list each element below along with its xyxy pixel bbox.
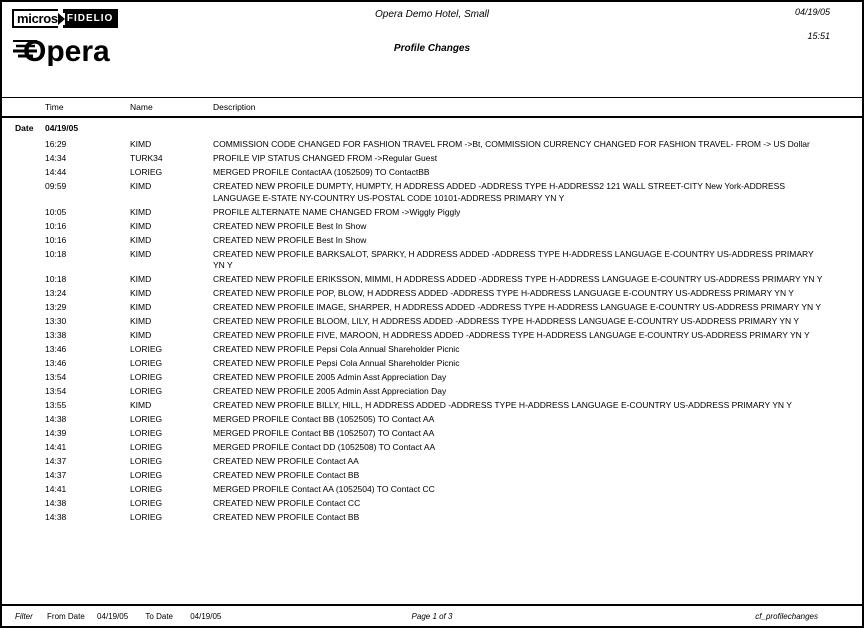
row-name: TURK34: [130, 153, 163, 163]
table-row: [2, 330, 862, 344]
row-time: 13:30: [45, 316, 67, 326]
row-spacer: [15, 302, 45, 316]
row-time: 10:16: [45, 220, 67, 231]
column-header-description: Description: [213, 102, 256, 112]
row-time: 14:44: [45, 167, 67, 177]
row-time: 14:37: [45, 456, 67, 466]
row-time: 13:46: [45, 344, 67, 354]
row-name: LORIEG: [130, 456, 163, 466]
row-description: CREATED NEW PROFILE IMAGE, SHARPER, H ADDRESS ADDED -ADDRESS TYPE H-ADDRESS LANGUAGE E-COUNTRY US-ADDRESS PRIMARY YN Y: [213, 302, 822, 312]
row-name: KIMD: [130, 234, 152, 245]
table-row: [2, 139, 862, 153]
row-time: 14:38: [45, 498, 67, 508]
row-name: LORIEG: [130, 512, 163, 522]
table-row: [2, 358, 862, 372]
row-time: 14:38: [45, 512, 67, 522]
table-row: [2, 428, 862, 442]
row-description: CREATED NEW PROFILE Pepsi Cola Annual Shareholder Picnic: [213, 344, 460, 354]
from-date-label: From Date: [47, 612, 85, 621]
row-description: CREATED NEW PROFILE DUMPTY, HUMPTY, H ADDRESS ADDED -ADDRESS TYPE H-ADDRESS2 121 WALL STREET-CITY New York-ADDRESS LANGUAGE E-STATE NY-COUNTRY US-POSTAL CODE 10101-ADDRESS PRIMARY YN Y: [213, 181, 785, 203]
row-spacer: [15, 484, 45, 498]
row-time: 13:55: [45, 400, 67, 410]
row-spacer: [15, 428, 45, 442]
row-name: KIMD: [130, 288, 152, 298]
row-spacer: [15, 288, 45, 302]
table-row: [2, 288, 862, 302]
row-time: 13:54: [45, 386, 67, 396]
date-group-row: [2, 118, 862, 139]
row-spacer: [15, 181, 45, 207]
table-body: [2, 139, 862, 526]
row-spacer: [15, 456, 45, 470]
to-date-value: 04/19/05: [190, 612, 222, 621]
table-row: [2, 456, 862, 470]
row-spacer: [15, 167, 45, 181]
table-row: [2, 249, 862, 275]
table-row: [2, 372, 862, 386]
row-description: CREATED NEW PROFILE FIVE, MAROON, H ADDRESS ADDED -ADDRESS TYPE H-ADDRESS LANGUAGE E-COUNTRY US-ADDRESS PRIMARY YN Y: [213, 330, 810, 340]
table-row: [2, 221, 862, 235]
filter-label: Filter: [15, 612, 33, 621]
row-time: 14:34: [45, 153, 67, 163]
row-description: CREATED NEW PROFILE Pepsi Cola Annual Shareholder Picnic: [213, 358, 460, 368]
row-time: 13:46: [45, 358, 67, 368]
row-spacer: [15, 400, 45, 414]
row-name: LORIEG: [130, 498, 163, 508]
row-time: 14:41: [45, 442, 67, 452]
row-time: 14:41: [45, 484, 67, 494]
datetime-block: [795, 7, 830, 41]
table-row: [2, 316, 862, 330]
row-time: 09:59: [45, 181, 67, 191]
row-description: CREATED NEW PROFILE 2005 Admin Asst Appreciation Day: [213, 386, 447, 396]
row-name: KIMD: [130, 181, 152, 191]
table-row: [2, 153, 862, 167]
row-time: 13:38: [45, 330, 67, 340]
table-row: [2, 414, 862, 428]
row-time: 14:39: [45, 428, 67, 438]
row-name: LORIEG: [130, 428, 163, 438]
report-footer: [2, 604, 862, 626]
report-date: 04/19/05: [794, 7, 830, 17]
row-spacer: [15, 358, 45, 372]
row-description: CREATED NEW PROFILE BARKSALOT, SPARKY, H ADDRESS ADDED -ADDRESS TYPE H-ADDRESS LANGUAGE E-COUNTRY US-ADDRESS PRIMARY YN Y: [213, 248, 814, 270]
from-date-value: 04/19/05: [97, 612, 129, 621]
table-row: [2, 274, 862, 288]
row-description: CREATED NEW PROFILE Best In Show: [213, 234, 367, 245]
row-description: MERGED PROFILE Contact BB (1052507) TO Contact AA: [213, 428, 435, 438]
row-description: CREATED NEW PROFILE BLOOM, LILY, H ADDRESS ADDED -ADDRESS TYPE H-ADDRESS LANGUAGE E-COUNTRY US-ADDRESS PRIMARY YN Y: [213, 316, 800, 326]
column-header-spacer: [15, 102, 45, 112]
row-description: COMMISSION CODE CHANGED FOR FASHION TRAVEL FROM ->Bt, COMMISSION CURRENCY CHANGED FOR FASHION TRAVEL- FROM -> US Dollar: [213, 139, 810, 149]
table-row: [2, 167, 862, 181]
report-code: cf_profilechanges: [755, 612, 818, 621]
row-description: CREATED NEW PROFILE ERIKSSON, MIMMI, H ADDRESS ADDED -ADDRESS TYPE H-ADDRESS LANGUAGE E-COUNTRY US-ADDRESS PRIMARY YN Y: [213, 274, 823, 284]
row-spacer: [15, 235, 45, 249]
row-spacer: [15, 139, 45, 153]
row-time: 10:18: [45, 274, 67, 284]
micros-logo-text: micros: [12, 9, 58, 28]
fidelio-logo-text: FIDELIO: [63, 9, 118, 28]
row-time: 13:29: [45, 302, 67, 312]
table-row: [2, 344, 862, 358]
row-name: KIMD: [130, 400, 152, 410]
row-time: 10:05: [45, 206, 67, 217]
table-row: [2, 386, 862, 400]
row-time: 16:29: [45, 139, 67, 149]
row-time: 10:18: [45, 248, 67, 259]
table-row: [2, 181, 862, 207]
row-name: LORIEG: [130, 414, 163, 424]
row-spacer: [15, 372, 45, 386]
opera-logo-text: Opera: [23, 35, 110, 66]
row-description: MERGED PROFILE Contact BB (1052505) TO Contact AA: [213, 414, 435, 424]
row-description: CREATED NEW PROFILE Contact CC: [213, 498, 361, 508]
date-group-value: 04/19/05: [45, 123, 79, 133]
row-spacer: [15, 330, 45, 344]
row-description: CREATED NEW PROFILE 2005 Admin Asst Appreciation Day: [213, 372, 447, 382]
row-spacer: [15, 249, 45, 275]
row-description: PROFILE VIP STATUS CHANGED FROM ->Regular Guest: [213, 153, 438, 163]
row-description: CREATED NEW PROFILE Contact BB: [213, 512, 360, 522]
row-name: KIMD: [130, 330, 152, 340]
row-description: MERGED PROFILE Contact DD (1052508) TO Contact AA: [213, 442, 436, 452]
row-name: KIMD: [130, 220, 152, 231]
table-row: [2, 498, 862, 512]
row-spacer: [15, 207, 45, 221]
column-header-row: [2, 98, 862, 116]
row-name: LORIEG: [130, 470, 163, 480]
column-header-name: Name: [130, 102, 153, 112]
row-description: CREATED NEW PROFILE Contact BB: [213, 470, 360, 480]
row-spacer: [15, 442, 45, 456]
row-name: LORIEG: [130, 344, 163, 354]
row-description: MERGED PROFILE Contact AA (1052504) TO Contact CC: [213, 484, 435, 494]
row-spacer: [15, 274, 45, 288]
row-description: CREATED NEW PROFILE Contact AA: [213, 456, 359, 466]
table-row: [2, 484, 862, 498]
row-time: 13:24: [45, 288, 67, 298]
row-name: LORIEG: [130, 167, 163, 177]
column-header-time: Time: [45, 102, 64, 112]
row-name: LORIEG: [130, 442, 163, 452]
row-time: 10:16: [45, 234, 67, 245]
row-name: LORIEG: [130, 372, 163, 382]
table-row: [2, 235, 862, 249]
to-date-label: To Date: [145, 612, 173, 621]
row-spacer: [15, 344, 45, 358]
table-row: [2, 207, 862, 221]
row-description: CREATED NEW PROFILE Best In Show: [213, 220, 367, 231]
table-row: [2, 512, 862, 526]
row-spacer: [15, 386, 45, 400]
title-block: [2, 2, 862, 54]
row-name: KIMD: [130, 316, 152, 326]
row-description: CREATED NEW PROFILE POP, BLOW, H ADDRESS ADDED -ADDRESS TYPE H-ADDRESS LANGUAGE E-COUNTRY US-ADDRESS PRIMARY YN Y: [213, 288, 794, 298]
table-row: [2, 470, 862, 484]
row-spacer: [15, 153, 45, 167]
page-number: Page 1 of 3: [411, 612, 453, 621]
logo-arrow-icon: [58, 13, 65, 25]
row-spacer: [15, 221, 45, 235]
row-time: 14:37: [45, 470, 67, 480]
row-name: LORIEG: [130, 484, 163, 494]
row-spacer: [15, 470, 45, 484]
row-name: KIMD: [130, 206, 152, 217]
page-title: Profile Changes: [393, 43, 471, 54]
row-spacer: [15, 414, 45, 428]
report-header: [2, 2, 862, 97]
row-time: 14:38: [45, 414, 67, 424]
date-group-label: Date: [15, 123, 34, 133]
row-spacer: [15, 316, 45, 330]
row-spacer: [15, 498, 45, 512]
row-time: 13:54: [45, 372, 67, 382]
report-time: 15:51: [807, 31, 830, 41]
row-name: KIMD: [130, 302, 152, 312]
row-name: KIMD: [130, 139, 152, 149]
row-description: CREATED NEW PROFILE BILLY, HILL, H ADDRESS ADDED -ADDRESS TYPE H-ADDRESS LANGUAGE E-COUNTRY US-ADDRESS PRIMARY YN Y: [213, 400, 792, 410]
table-row: [2, 302, 862, 316]
row-description: PROFILE ALTERNATE NAME CHANGED FROM ->Wiggly Piggly: [213, 206, 461, 217]
row-name: KIMD: [130, 274, 152, 284]
row-name: LORIEG: [130, 358, 163, 368]
row-name: KIMD: [130, 248, 152, 259]
row-spacer: [15, 512, 45, 526]
row-name: LORIEG: [130, 386, 163, 396]
row-description: MERGED PROFILE ContactAA (1052509) TO ContactBB: [213, 167, 430, 177]
hotel-title: Opera Demo Hotel, Small: [375, 9, 489, 20]
table-row: [2, 400, 862, 414]
profile-changes-table: [2, 97, 862, 526]
table-row: [2, 442, 862, 456]
